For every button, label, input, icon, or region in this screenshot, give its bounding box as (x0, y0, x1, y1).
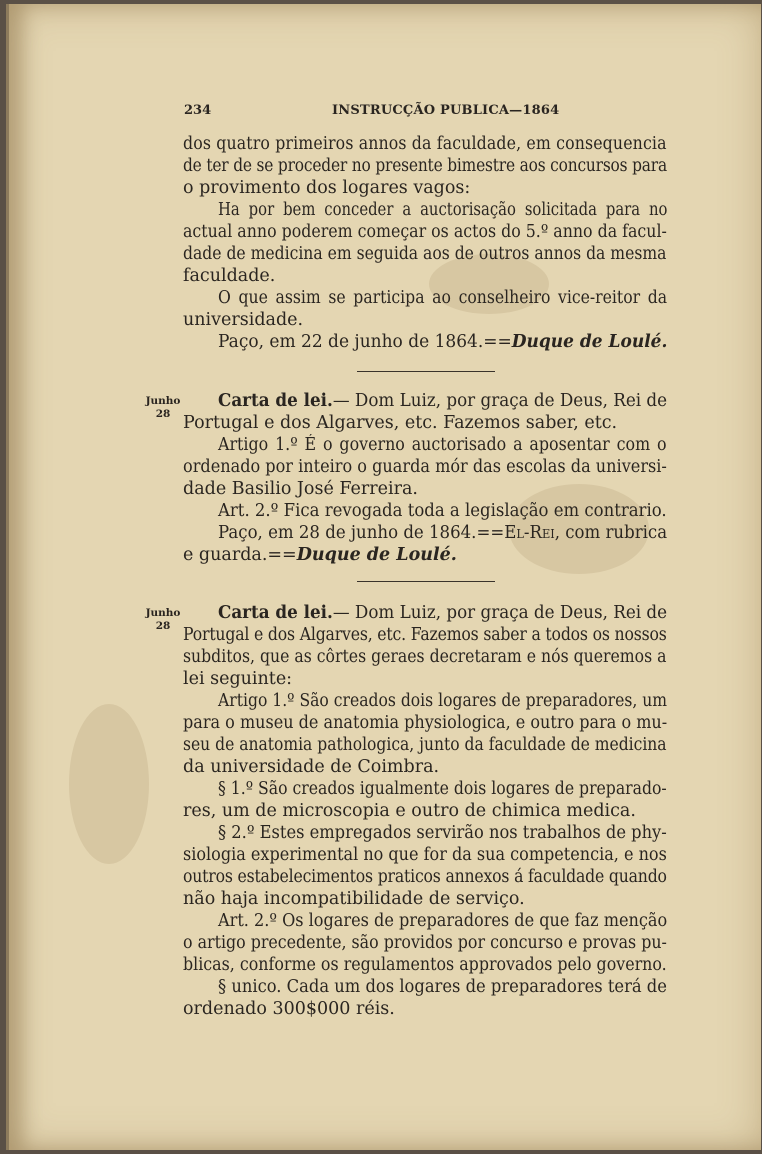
text-line: Art. 2.º Fica revogada toda a legislação em contrario. (218, 501, 667, 521)
margin-date (141, 395, 185, 421)
closing-line (218, 331, 667, 353)
date-text: Paço, em 28 de junho de 1864.== (218, 523, 505, 543)
margin-day: 28 (155, 620, 171, 632)
text-line: Artigo 1.º São creados dois logares de preparadores, um (218, 691, 668, 711)
text-line: universidade. (183, 310, 304, 330)
text-line: o artigo precedente, são providos por concurso e provas pu- (183, 933, 667, 953)
text-line: lei seguinte: (183, 669, 293, 689)
running-header (184, 103, 674, 123)
text-line: ordenado 300$000 réis. (183, 999, 395, 1019)
text-line: Art. 2.º Os logares de preparadores de que faz menção (218, 911, 668, 931)
text-line: — Dom Luiz, por graça de Deus, Rei de (332, 603, 668, 623)
running-title: INSTRUCÇÃO PUBLICA—1864 (332, 103, 560, 118)
guard-text: e guarda.== (183, 545, 297, 565)
section-divider (357, 371, 495, 372)
text-line: para o museu de anatomia physiologica, e outro para o mu- (183, 713, 668, 733)
page-number: 234 (184, 103, 212, 118)
law-heading: Carta de lei. (218, 391, 333, 411)
text-line: — Dom Luiz, por graça de Deus, Rei de (332, 391, 668, 411)
text-line: o provimento dos logares vagos: (183, 178, 471, 198)
text-line: da universidade de Coimbra. (183, 757, 440, 777)
text-line: O que assim se participa ao conselheiro vice-reitor da (218, 288, 668, 308)
text-line: § unico. Cada um dos logares de preparadores terá de (218, 977, 667, 997)
text-line: dos quatro primeiros annos da faculdade, em consequencia (183, 134, 667, 154)
closing-line (218, 522, 667, 544)
text-line: ordenado por inteiro o guarda mór das escolas da universi- (183, 457, 667, 477)
text-line: res, um de microscopia e outro de chimica medica. (183, 801, 636, 821)
text-line: Artigo 1.º É o governo auctorisado a aposentar com o (218, 435, 667, 455)
margin-month: Junho (145, 607, 181, 619)
text-line: actual anno poderem começar os actos do 5.º anno da facul- (183, 222, 667, 242)
text-line: de ter de se proceder no presente bimestre aos concursos para (183, 156, 667, 176)
signature: Duque de Loulé. (296, 545, 457, 565)
text-line: Ha por bem conceder a auctorisação solicitada para no (218, 200, 668, 220)
text-line: siologia experimental no que for da sua competencia, e nos (183, 845, 667, 865)
rubric-text: , com rubrica (554, 523, 668, 543)
text-line: faculdade. (183, 266, 276, 286)
date-text: Paço, em 22 de junho de 1864.== (218, 332, 512, 352)
text-line: dade de medicina em seguida aos de outros annos da mesma (183, 244, 667, 264)
law-heading: Carta de lei. (218, 603, 333, 623)
heading-line (218, 602, 667, 624)
text-line: § 1.º São creados igualmente dois logares de preparado- (218, 779, 667, 799)
text-line: outros estabelecimentos praticos annexos á faculdade quando (183, 867, 667, 887)
margin-date (141, 607, 185, 633)
section-divider (357, 581, 495, 582)
text-line: Portugal e dos Algarves, etc. Fazemos saber, etc. (183, 413, 618, 433)
book-page (6, 4, 761, 1150)
text-line: dade Basilio José Ferreira. (183, 479, 418, 499)
king-signature: El-Rei (504, 523, 555, 543)
paper-stain (69, 704, 149, 864)
text-line: blicas, conforme os regulamentos approvados pelo governo. (183, 955, 667, 975)
closing-line (183, 544, 457, 566)
text-line: subditos, que as côrtes geraes decretaram e nós queremos a (183, 647, 667, 667)
text-line: seu de anatomia pathologica, junto da faculdade de medicina (183, 735, 667, 755)
margin-month: Junho (145, 395, 181, 407)
text-line: Portugal e dos Algarves, etc. Fazemos saber a todos os nossos (183, 625, 667, 645)
text-line: não haja incompatibilidade de serviço. (183, 889, 525, 909)
signature: Duque de Loulé. (511, 332, 668, 352)
margin-day: 28 (155, 408, 171, 420)
text-line: § 2.º Estes empregados servirão nos trabalhos de phy- (218, 823, 667, 843)
heading-line (218, 390, 667, 412)
